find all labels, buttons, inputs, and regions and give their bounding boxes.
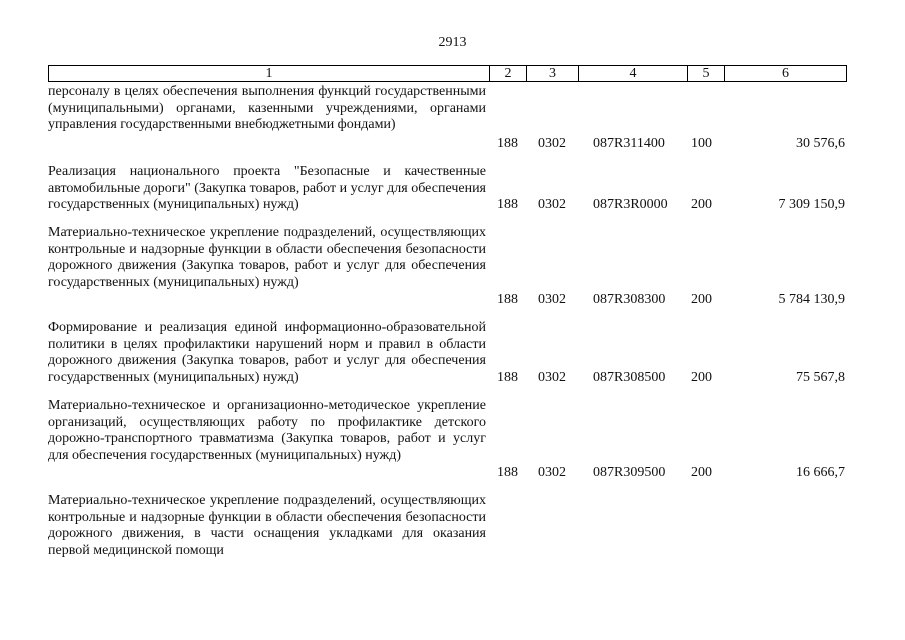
row-col-2: 188 <box>497 197 518 212</box>
row-col-3: 0302 <box>538 197 566 212</box>
row-col-4: 087R308500 <box>593 370 666 385</box>
row-col-2: 188 <box>497 465 518 480</box>
page-number: 2913 <box>438 35 467 50</box>
row-col-2: 188 <box>497 370 518 385</box>
row-description: Реализация национального проекта "Безопасные и качественные автомобильные дороги" (Закупка товаров, работ и услуг для обеспечения государственных (муниципальных) нужд) <box>48 164 486 212</box>
row-col-4: 087R309500 <box>593 465 666 480</box>
header-col-3: 3 <box>526 66 578 81</box>
row-col-3: 0302 <box>538 136 566 151</box>
row-col-3: 0302 <box>538 370 566 385</box>
table-header <box>48 65 847 82</box>
row-description: Материально-техническое и организационно-методическое укрепление организаций, осуществляющих работу по профилактике детского дорожно-транспортного травматизма (Закупка товаров, работ и услуг для обеспечения государственных (муниципальных) нужд) <box>48 398 486 463</box>
row-col-2: 188 <box>497 292 518 307</box>
row-description: Материально-техническое укрепление подразделений, осуществляющих контрольные и надзорные функции в области обеспечения безопасности дорожного движения (Закупка товаров, работ и услуг для обеспечения государственных (муниципальных) нужд) <box>48 225 486 290</box>
header-col-4: 4 <box>578 66 687 81</box>
row-col-4: 087R311400 <box>593 136 665 151</box>
row-col-5: 200 <box>691 465 712 480</box>
row-col-4: 087R3R0000 <box>593 197 668 212</box>
row-col-6: 7 309 150,9 <box>778 197 845 212</box>
row-col-3: 0302 <box>538 292 566 307</box>
row-col-5: 200 <box>691 292 712 307</box>
row-description: персоналу в целях обеспечения выполнения функций государственными (муниципальными) органами, казенными учреждениями, органами управления государственными внебюджетными фондами) <box>48 84 486 132</box>
row-description: Материально-техническое укрепление подразделений, осуществляющих контрольные и надзорные функции в области обеспечения безопасности дорожного движения, в части оснащения укладками для оказания первой медицинской помощи <box>48 493 486 558</box>
row-col-5: 100 <box>691 136 712 151</box>
row-col-6: 5 784 130,9 <box>778 292 845 307</box>
row-col-6: 30 576,6 <box>796 136 845 151</box>
header-col-1: 1 <box>265 66 273 81</box>
row-col-5: 200 <box>691 197 712 212</box>
row-description: Формирование и реализация единой информационно-образовательной политики в целях профилактики нарушений норм и правил в области дорожного движения (Закупка товаров, работ и услуг для обеспечения государственных (муниципальных) нужд) <box>48 320 486 385</box>
row-col-3: 0302 <box>538 465 566 480</box>
row-col-4: 087R308300 <box>593 292 666 307</box>
row-col-2: 188 <box>497 136 518 151</box>
row-col-5: 200 <box>691 370 712 385</box>
header-col-6: 6 <box>724 66 846 81</box>
header-col-2: 2 <box>489 66 526 81</box>
header-col-5: 5 <box>687 66 724 81</box>
row-col-6: 75 567,8 <box>796 370 845 385</box>
row-col-6: 16 666,7 <box>796 465 845 480</box>
